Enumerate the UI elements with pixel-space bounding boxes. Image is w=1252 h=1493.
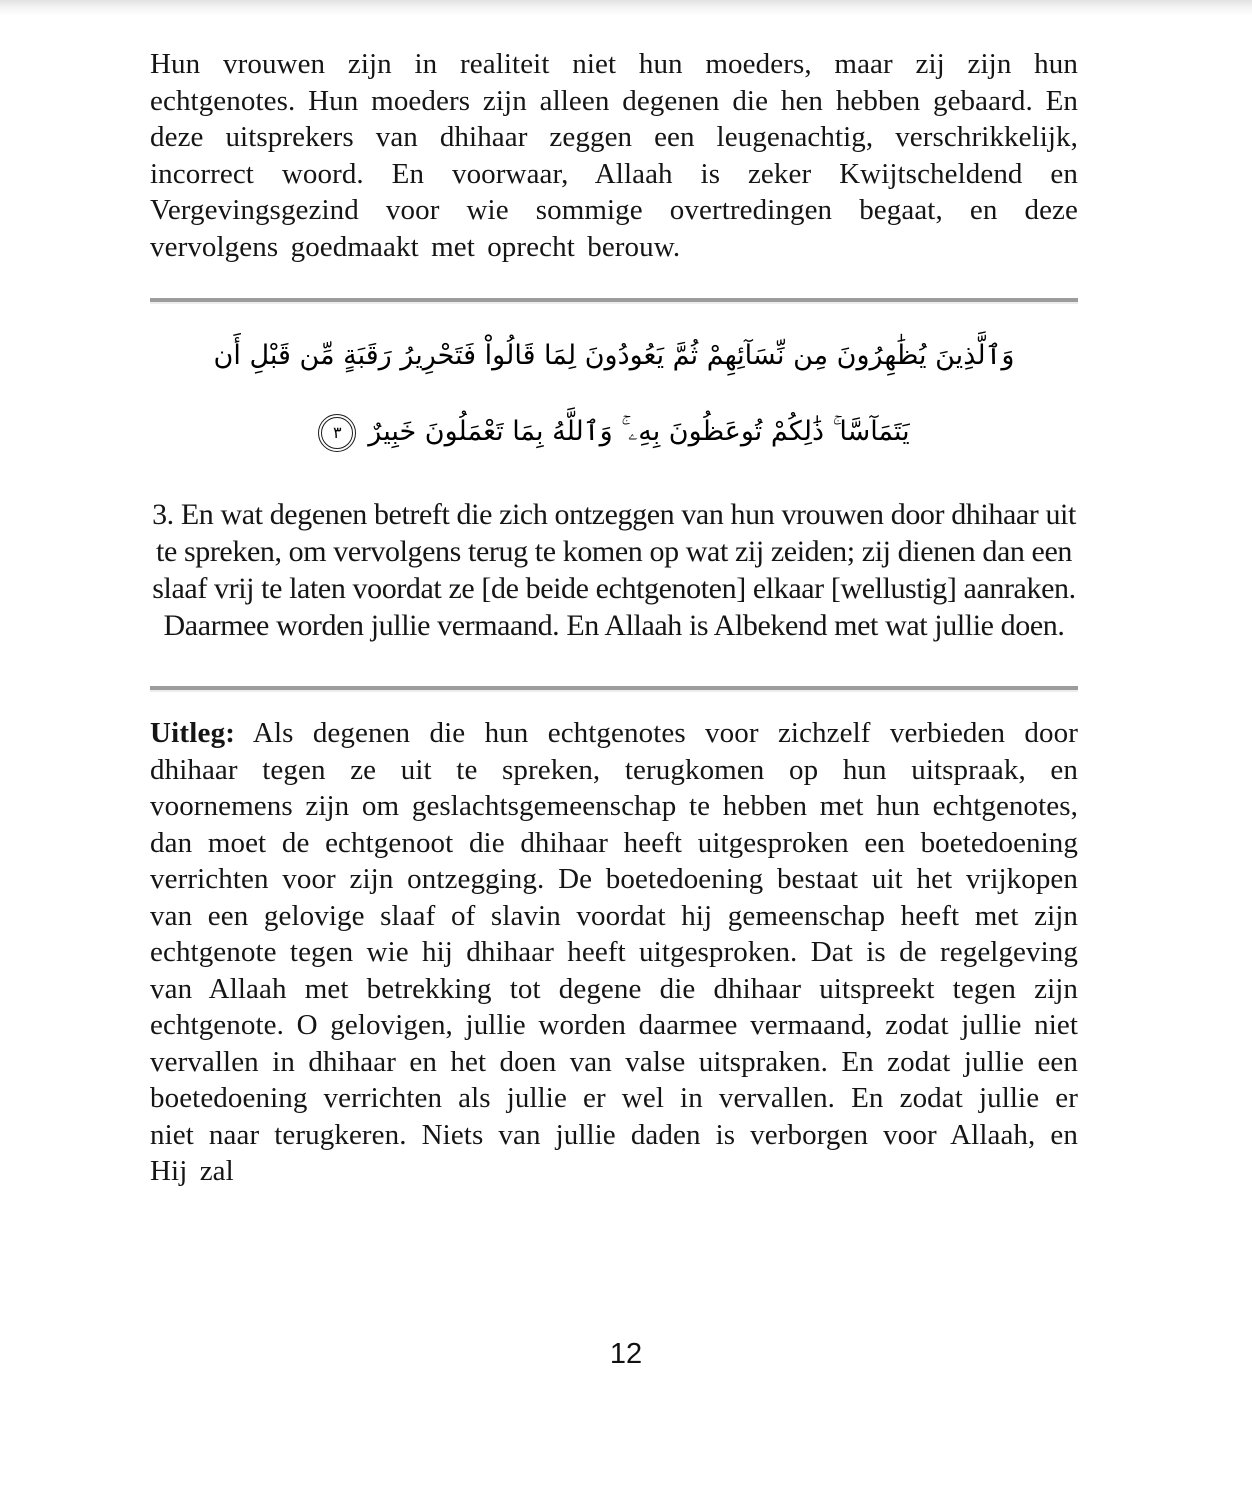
verse-translation-paragraph: 3. En wat degenen betreft die zich ontzeggen van hun vrouwen door dhihaar uit te spreken, om vervolgens terug te komen op wat zij zeiden; zij dienen dan een slaaf vrij te laten voordat ze [de beide echtgenoten] elkaar [wellustig] aanraken. Daarmee worden jullie vermaand. En Allaah is Albekend met wat jullie doen. — [152, 498, 1076, 642]
explanation-paragraph — [150, 715, 1078, 1190]
section-divider-top — [150, 298, 1078, 302]
intro-paragraph: Hun vrouwen zijn in realiteit niet hun moeders, maar zij zijn hun echtgenotes. Hun moeders zijn alleen degenen die hen hebben gebaard. En deze uitsprekers van dhihaar zeggen een leugenachtig, verschrikkelijk, incorrect woord. En voorwaar, Allaah is zeker Kwijtscheldend en Vergevingsgezind voor wie sommige overtredingen begaat, en deze vervolgens goedmaakt met oprecht berouw. — [150, 48, 1078, 263]
explanation-text: Als degenen die hun echtgenotes voor zichzelf verbieden door dhihaar tegen ze uit te spreken, terugkomen op hun uitspraak, en voornemens zijn om geslachtsgemeenschap te hebben met hun echtgenotes, dan moet de echtgenoot die dhihaar heeft uitgesproken een boetedoening verrichten voor zijn ontzegging. De boetedoening bestaat uit het vrijkopen van een gelovige slaaf of slavin voordat hij gemeenschap heeft met zijn echtgenote tegen wie hij dhihaar heeft uitgesproken. Dat is de regelgeving van Allaah met betrekking tot degene die dhihaar uitspreekt tegen zijn echtgenote. O gelovigen, jullie worden daarmee vermaand, zodat jullie niet vervallen in dhihaar en het doen van valse uitspraken. En zodat jullie een boetedoening verrichten als jullie er wel in vervallen. En zodat jullie er niet naar terugkeren. Niets van jullie daden is verborgen voor Allaah, en Hij zal — [150, 717, 1078, 1187]
page-footer — [0, 1338, 1252, 1371]
quran-verse-arabic — [150, 318, 1078, 470]
ayah-end-ornament: ٣ — [318, 414, 356, 452]
page-number: 12 — [609, 1338, 643, 1370]
arabic-verse-line-1: وَٱلَّذِينَ يُظَٰهِرُونَ مِن نِّسَآئِهِمْ ثُمَّ يَعُودُونَ لِمَا قَالُواْ فَتَحْرِيرُ رَقَبَةٍ مِّن قَبْلِ أَن — [213, 340, 1015, 371]
arabic-verse-line-2-wrap — [150, 394, 1078, 470]
page-content — [150, 0, 1078, 1190]
explanation-label: Uitleg: — [150, 717, 236, 749]
arabic-verse-line-2: يَتَمَآسَّا ۚ ذَٰلِكُمْ تُوعَظُونَ بِهِۦ ۚ وَٱللَّهُ بِمَا تَعْمَلُونَ خَبِيرٌ — [368, 416, 910, 447]
section-divider-bottom — [150, 686, 1078, 690]
